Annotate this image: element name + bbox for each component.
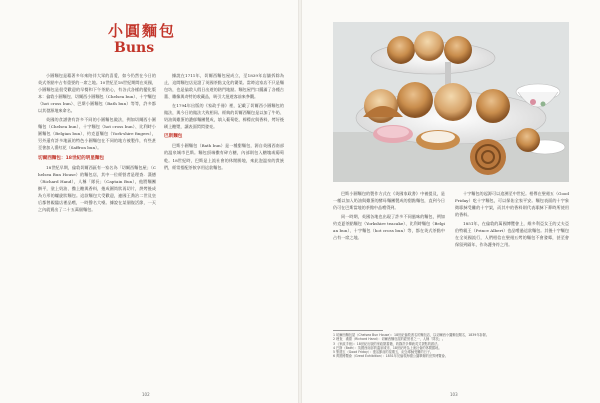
paragraph: 英國的食譜書有許多不同的小圓麵包做法，例如切爾西小圓麵包（Chelsea bun）、十字麵包（hot cross bun）、比利時小圓麵包（Belgian bun）、約克夏麵包（York-shire fingers），另外還有許多地區的特色小圓麵包在不同的地方被製作，有些甚至會加入番紅花（Saffron bun）。 bbox=[38, 117, 156, 151]
paragraph: 巴斯小圓麵包（Bath bun）是一種甜麵包，源自英國西南部的溫泉城市巴斯。麵包頂端撒有碎方糖，內部則包入糖塊或葡萄乾。18世紀時，巴斯是上流社會的休閒勝地，來此泡溫泉的貴族們，經常搭配茶飲享用這款麵包。 bbox=[164, 143, 284, 170]
footnote: 1 切爾西麵包屋（Chelsea Bun House）：18世紀倫敦著名的麵包店，以切爾西小圓麵包聞名，1839年拆除。 bbox=[333, 333, 490, 337]
buns-photo-illustration bbox=[333, 22, 569, 182]
footnotes bbox=[333, 333, 569, 389]
left-page-column-1 bbox=[38, 72, 156, 390]
chapter-title-zh: 小圓麵包 bbox=[108, 22, 177, 40]
chapter-title-en: Buns bbox=[114, 40, 155, 56]
paragraph: 1851年，在倫敦的萬國博覽會上，維多利亞女王的丈夫亞伯特親王（Prince Albert）也品嚐過這款麵包。其後十字麵包在全英國流行，人們相信在聖週五烤的麵包不會發霉，甚至會保留到隔年，作為護身符之用。 bbox=[455, 221, 569, 248]
paragraph: 在1794年出版的《家政手冊》裡，記載了切爾西小圓麵包的做法，與今日的做法大致相同。經典的切爾西麵包是以加了牛奶、奶油與雞蛋的濃郁麵團製成，填入葡萄乾、檸檬皮與香料，烤好後刷上糖漿，讓表面閃閃發亮。 bbox=[164, 103, 284, 130]
footnote: 2 理查．漢德（Richard Hand）：切爾西麵包屋的經營者之一，人稱「隊長」。 bbox=[333, 337, 446, 342]
left-page-column-2 bbox=[164, 72, 284, 390]
buns-photo bbox=[333, 22, 569, 182]
paragraph: 十字麵包的起源可以追溯至中世紀。相傳在聖週五（Good Friday）吃十字麵包，可以保佑全家平安。麵包表面的十字象徵耶穌受難的十字架，而其中的香料則代表耶穌下葬時所使用的香料。 bbox=[455, 191, 569, 218]
paragraph: 據說在1711年，切爾西麵包屋成立，至1839年店舖拆除為止，這間麵包店見證了英國茶點文化的繁榮。當時這家店不只是麵包坊，也是倫敦人假日出遊的熱門地點。麵包屋門口擺滿了各種古董、雕像與奇特的收藏品，吸引大批遊客前來參觀。 bbox=[164, 73, 284, 100]
page-number-left: 102 bbox=[142, 392, 150, 397]
footnote: 3 《家政手冊》：18世紀出版的家政類書籍，收錄許多傳統英式茶點的做法。 bbox=[333, 341, 441, 346]
right-page-column-1 bbox=[333, 190, 445, 326]
section-heading: 巴斯麵包 bbox=[164, 134, 183, 140]
footnote: 4 巴斯（Bath）：英國西南部的溫泉城市，18世紀時為上流社會的休閒勝地。 bbox=[333, 345, 442, 350]
footnote: 6 萬國博覽會（Great Exhibition）：1851年於倫敦海德公園舉辦的世界博覽會。 bbox=[333, 354, 448, 359]
paragraph: 小圓麵包是藉著多年來陪伴大眾的喜愛，如今仍然在今日的英式茶點中占有重要的一席之地。10世紀至18世紀期間在英國，小圓麵包是很受歡迎的早餐和下午茶點心，有各式各樣的變化版本：倫敦小圓麵包、切爾西小圓麵包（Chelsea bun）、十字麵包（hot cross bun）、巴斯小圓麵包（Bath bun）等等，許多都以其發源地來命名。 bbox=[38, 73, 156, 114]
footnote: 5 聖週五（Good Friday）：復活節前的星期五，紀念耶穌受難的日子。 bbox=[333, 350, 434, 355]
paragraph: 巴斯小圓麵包的製作方式在《英國家政書》中被提及，是一種以加入奶油與雞蛋的酵母麵團製成的甜點麵包，直到今日仍可在巴斯當地的茶館中品嚐得到。 bbox=[333, 191, 445, 211]
footnote-rule bbox=[333, 330, 383, 331]
page-number-right: 103 bbox=[450, 392, 458, 397]
paragraph: 同一時期，英國各地也出現了許多不同風味的麵包，例如約克夏茶點麵包（Yorkshire teacake）、比利時麵包（Belgian bun）、十字麵包（hot cross bun）等，都在英式茶點中占有一席之地。 bbox=[333, 214, 445, 241]
section-heading: 切爾西麵包：18世紀的明星麵包 bbox=[38, 155, 105, 161]
paragraph: 18世紀早期，倫敦切爾西區有一家名為「切爾西麵包屋」（Chelsea Bun House）的麵包店，其中一位經營者是理查．漢德（Richard Hand），人稱「隊長」（Captain Bun），他將麵團擀平，塗上奶油、撒上糖與香料，捲成圓筒狀再切片，烘烤後成為方形的螺旋狀麵包。這款麵包大受歡迎，連國王喬治二世及皇后都曾親臨店裡品嚐，一時聲名大噪。據說在某個復活節，一天之內就賣出了二十五萬個麵包。 bbox=[38, 164, 156, 212]
right-page-column-2 bbox=[455, 190, 569, 326]
book-gutter bbox=[298, 0, 302, 403]
